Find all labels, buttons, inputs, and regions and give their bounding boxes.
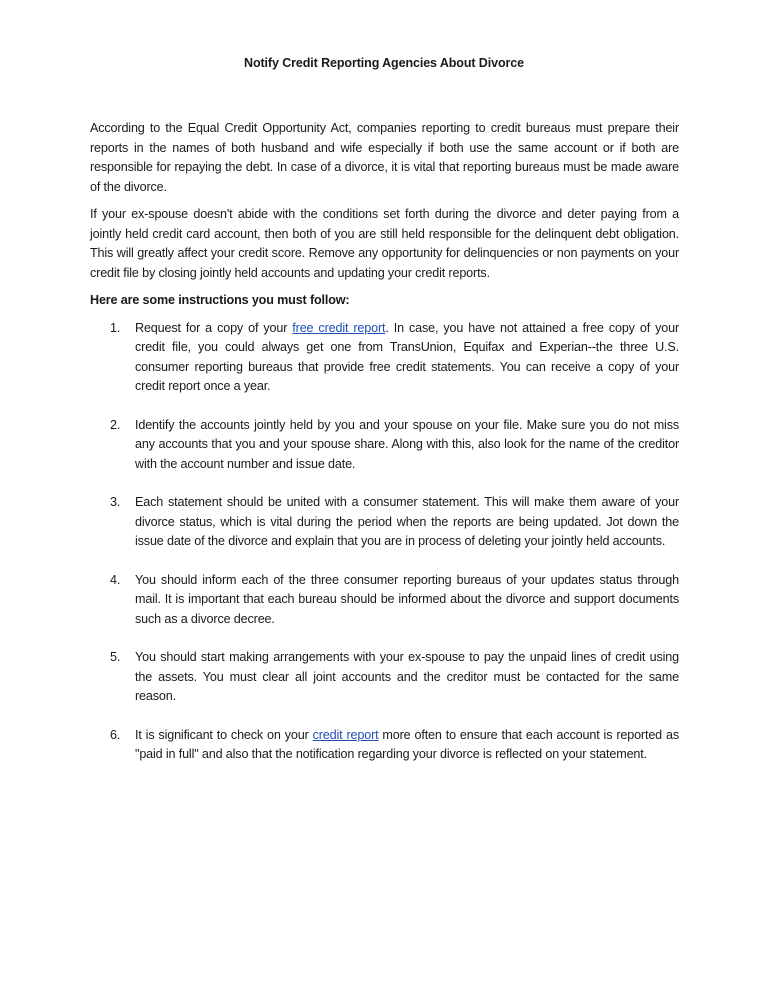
list-item-text: Identify the accounts jointly held by you and your spouse on your file. Make sure you do not miss any accounts that you and your spouse share. Along with this, also look for the name of the creditor with the account number and issue date. <box>135 417 679 471</box>
document-body <box>90 119 679 784</box>
list-item-text: You should start making arrangements with your ex-spouse to pay the unpaid lines of credit using the assets. You must clear all joint accounts and the creditor must be contacted for the same reason. <box>135 650 679 703</box>
list-item-5 <box>90 648 679 707</box>
list-item-1 <box>90 319 679 397</box>
list-item-4 <box>90 571 679 630</box>
list-item-3 <box>90 493 679 552</box>
list-item-text: Each statement should be united with a consumer statement. This will make them aware of your divorce status, which is vital during the period when the reports are being updated. Jot down the issue date of the divorce and explain that you are in process of deleting your jointly held accounts. <box>135 495 679 548</box>
list-item-text-before: It is significant to check on your <box>135 727 313 742</box>
list-item-number: 3. <box>110 495 121 509</box>
instructions-heading: Here are some instructions you must follow: <box>90 293 350 307</box>
document-title: Notify Credit Reporting Agencies About Divorce <box>244 56 524 70</box>
list-item-6 <box>90 726 679 765</box>
paragraph-1: According to the Equal Credit Opportunity Act, companies reporting to credit bureaus must prepare their reports in the names of both husband and wife especially if both use the same account or if both are responsible for repaying the debt. In case of a divorce, it is vital that reporting bureaus must be made aware of the divorce. <box>90 121 679 194</box>
list-item-number: 5. <box>110 650 121 664</box>
instructions-list <box>90 319 679 765</box>
list-item-number: 6. <box>110 727 121 742</box>
list-item-text: You should inform each of the three consumer reporting bureaus of your updates status through mail. It is important that each bureau should be informed about the divorce and support documents such as a divorce decree. <box>135 572 679 626</box>
list-item-text-before: Request for a copy of your <box>135 320 293 335</box>
paragraph-2: If your ex-spouse doesn't abide with the conditions set forth during the divorce and deter paying from a jointly held credit card account, then both of you are still held responsible for the delinquent debt obligation. This will greatly affect your credit score. Remove any opportunity for delinquencies or non payments on your credit file by closing jointly held accounts and updating your credit reports. <box>90 207 679 280</box>
list-item-text-after: . In case, you have not attained a free copy of your credit file, you could always get one from TransUnion, Equifax and Experian--the three U.S. consumer reporting bureaus that provide free credit statements. You can receive a copy of your credit report once a year. <box>135 320 679 393</box>
credit-report-link[interactable]: credit report <box>312 727 379 742</box>
list-item-number: 2. <box>110 417 121 432</box>
list-item-number: 1. <box>110 320 121 335</box>
list-item-text-after: more often to ensure that each account is reported as "paid in full" and also that the notification regarding your divorce is reflected on your statement. <box>135 727 679 761</box>
list-item-2 <box>90 416 679 475</box>
list-item-number: 4. <box>110 572 121 587</box>
free-credit-report-link[interactable]: free credit report <box>292 320 386 335</box>
